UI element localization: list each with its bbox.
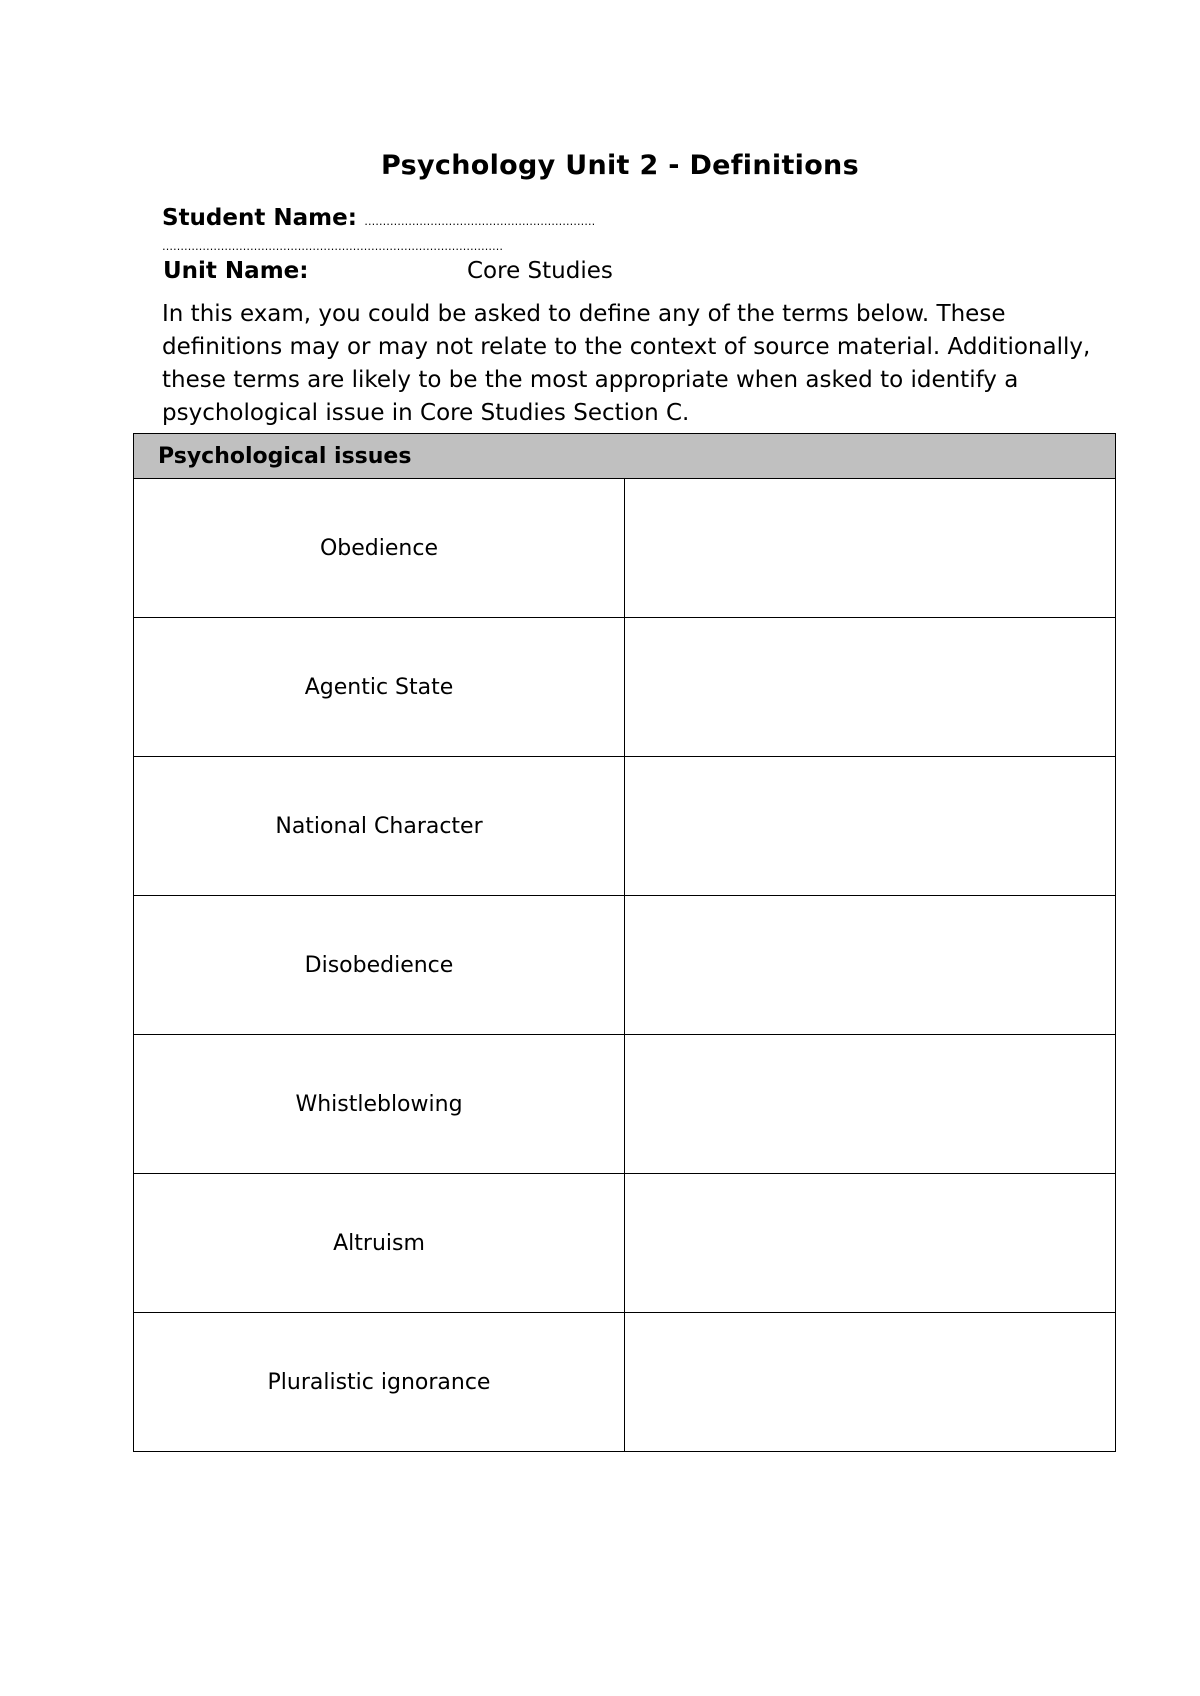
term-cell: Agentic State [134,618,625,757]
unit-name-label: Unit Name: [163,258,309,284]
term-cell: Obedience [134,479,625,618]
table-row [134,1174,1116,1313]
student-name-label: Student Name: [162,205,357,231]
table-row [134,1035,1116,1174]
definition-cell[interactable] [625,479,1116,618]
term-cell: Whistleblowing [134,1035,625,1174]
term-cell: Pluralistic ignorance [134,1313,625,1452]
page-title: Psychology Unit 2 - Definitions [381,150,859,181]
intro-paragraph: In this exam, you could be asked to define any of the terms below. These definitions may or may not relate to the context of source material. Additionally, these terms are likely to be the most appropriate when asked to identify a psychological issue in Core Studies Section C. [162,301,1091,426]
table-row [134,896,1116,1035]
definitions-table [133,433,1116,1452]
student-name-field-continued[interactable]: ………………………………………………………………………………… [162,240,503,253]
unit-name-value: Core Studies [467,258,613,284]
definition-cell[interactable] [625,1313,1116,1452]
table-row [134,618,1116,757]
term-cell: National Character [134,757,625,896]
table-header-row [134,434,1116,479]
table-header: Psychological issues [134,434,1116,479]
term-cell: Altruism [134,1174,625,1313]
definition-cell[interactable] [625,896,1116,1035]
definition-cell[interactable] [625,1035,1116,1174]
definition-cell[interactable] [625,618,1116,757]
table-row [134,1313,1116,1452]
student-name-row [162,205,595,231]
definition-cell[interactable] [625,757,1116,896]
table-row [134,479,1116,618]
student-name-field[interactable]: ……………………………………………………… [364,215,596,228]
unit-name-row [163,258,613,284]
definition-cell[interactable] [625,1174,1116,1313]
table-row [134,757,1116,896]
term-cell: Disobedience [134,896,625,1035]
